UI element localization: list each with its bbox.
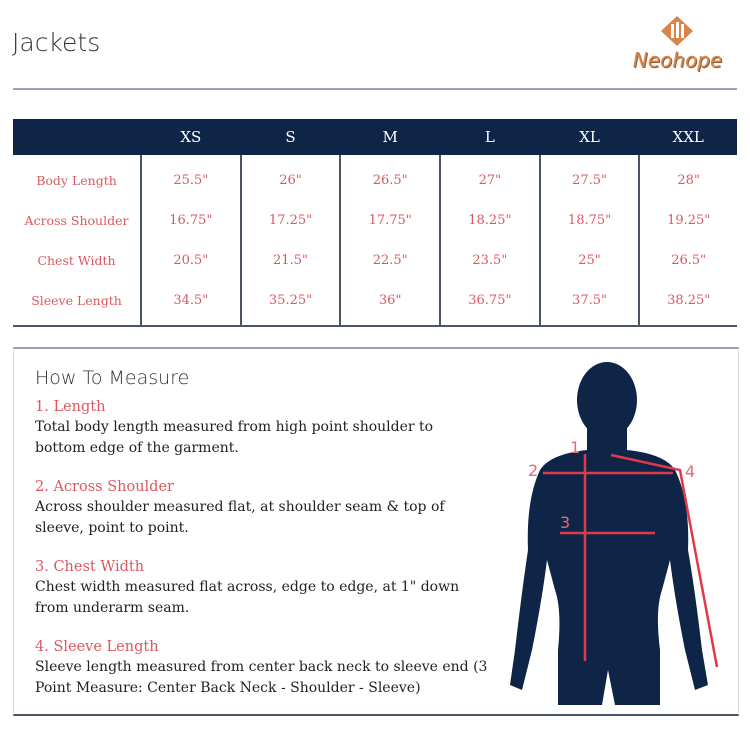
header-cell: XS (141, 119, 241, 155)
row-label: Sleeve Length (13, 280, 141, 326)
row-label: Chest Width (37, 252, 116, 268)
size-value-cell: 26" (241, 155, 341, 200)
how-to-measure-heading: How To Measure (35, 367, 190, 389)
section-text: Chest width measured flat across, edge to edge, at 1" down from underarm seam. (35, 579, 460, 616)
size-value-cell: 36" (340, 280, 440, 326)
size-value-cell: 17.75" (340, 200, 440, 240)
brand-logo (620, 14, 735, 76)
size-value-cell: 26.5" (639, 240, 737, 280)
measure-section-chest (35, 557, 495, 619)
size-value-cell: 17.25" (241, 200, 341, 240)
size-value-cell: 22.5" (340, 240, 440, 280)
measure-section-sleeve (35, 637, 495, 699)
section-text: Total body length measured from high point shoulder to bottom edge of the garment. (35, 419, 434, 456)
size-value-cell: 18.75" (540, 200, 640, 240)
size-value-cell: 16.75" (141, 200, 241, 240)
header-divider (13, 88, 737, 90)
size-value-cell: 21.5" (241, 240, 341, 280)
size-value-cell: 37.5" (540, 280, 640, 326)
figure-label-2: 2 (528, 461, 539, 480)
size-value-cell: 25.5" (141, 155, 241, 200)
size-value-cell: 27" (440, 155, 540, 200)
size-value-cell: 18.25" (440, 200, 540, 240)
logo-text: Neohope (632, 48, 723, 72)
table-row (13, 200, 737, 240)
figure-label-3: 3 (560, 513, 571, 532)
table-header-row (13, 119, 737, 155)
table-row (13, 240, 737, 280)
size-value-cell: 27.5" (540, 155, 640, 200)
size-chart-table (13, 119, 737, 327)
size-value-cell: 28" (639, 155, 737, 200)
row-label: Across Shoulder (24, 212, 129, 228)
section-title: 3. Chest Width (35, 559, 145, 575)
table-row (13, 155, 737, 200)
section-text: Across shoulder measured flat, at shoulder seam & top of sleeve, point to point. (35, 499, 445, 536)
row-label: Body Length (36, 172, 117, 188)
header-cell: M (340, 119, 440, 155)
size-value-cell: 35.25" (241, 280, 341, 326)
header-cell: L (440, 119, 540, 155)
page-title: Jackets (12, 28, 101, 57)
figure-label-1: 1 (570, 438, 581, 457)
size-value-cell: 25" (540, 240, 640, 280)
header-cell: XL (540, 119, 640, 155)
section-title: 2. Across Shoulder (35, 479, 174, 495)
size-value-cell: 23.5" (440, 240, 540, 280)
size-value-cell: 19.25" (639, 200, 737, 240)
size-value-cell: 20.5" (141, 240, 241, 280)
header-cell (13, 119, 141, 155)
size-value-cell: 36.75" (440, 280, 540, 326)
body-measure-figure (490, 350, 740, 712)
header-cell: XXL (639, 119, 737, 155)
section-text: Sleeve length measured from center back neck to sleeve end (3 Point Measure: Center Back Neck - Shoulder - Sleeve) (35, 659, 488, 696)
measure-section-shoulder (35, 477, 495, 539)
size-value-cell: 26.5" (340, 155, 440, 200)
figure-label-4: 4 (685, 462, 696, 481)
section-title: 1. Length (35, 399, 106, 415)
measure-section-length (35, 397, 495, 459)
header-cell: S (241, 119, 341, 155)
section-title: 4. Sleeve Length (35, 639, 159, 655)
size-value-cell: 38.25" (639, 280, 737, 326)
size-value-cell: 34.5" (141, 280, 241, 326)
table-row (13, 280, 737, 326)
